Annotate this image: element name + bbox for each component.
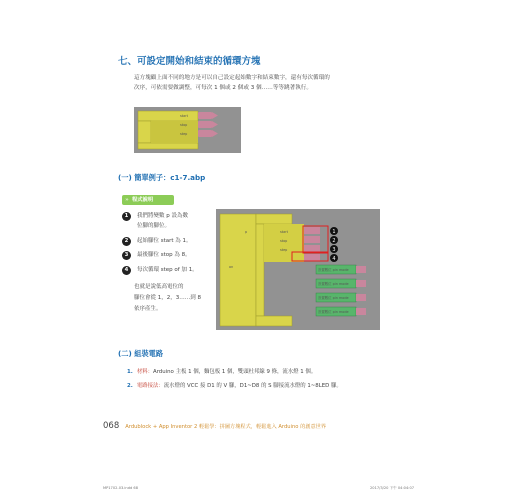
note-line: 依序產生。	[134, 306, 162, 312]
step-text: 每次循環 step of 加 1。	[137, 267, 198, 273]
item-number: 2.	[127, 383, 133, 389]
print-slug-right: 2017/3/20 下午 04:04:07	[370, 486, 415, 490]
label-p: p	[245, 230, 248, 234]
step-text: 位腳的腳位。	[137, 223, 171, 229]
note-line: 腳位會從 1，2，3……到 8	[134, 295, 201, 301]
svg-text:設置數位 pin mode: 設置數位 pin mode	[318, 282, 349, 286]
note-line: 也就是說低高電位的	[134, 284, 184, 290]
svg-text:2: 2	[332, 238, 336, 244]
item-number: 1.	[127, 369, 133, 375]
step-item	[122, 212, 222, 221]
item-label: 電路接法：	[136, 383, 164, 389]
assembly-item	[127, 367, 316, 375]
label-on: on	[229, 265, 234, 269]
section-title: 七、可設定開始和結束的循環方塊	[118, 56, 261, 67]
book-title: Ardublock + App Inventor 2 輕鬆學：拼圖方塊程式，輕鬆進入 Arduino 的創意世界	[125, 424, 327, 430]
step-item	[122, 251, 222, 260]
svg-text:3: 3	[332, 247, 336, 253]
label-stop: stop	[280, 239, 288, 243]
digital-output-block	[316, 293, 366, 302]
loop-block-screenshot	[134, 107, 241, 153]
callout-4	[330, 254, 338, 262]
svg-text:設置數位 pin mode: 設置數位 pin mode	[318, 268, 349, 272]
step-number: 2	[122, 237, 131, 246]
item-label: 材料：	[136, 369, 153, 375]
step-text: 最後腳位 stop 為 8。	[137, 252, 191, 258]
label-step: step	[180, 132, 188, 136]
label-start: start	[180, 114, 188, 118]
assembly-item	[127, 381, 342, 389]
double-chevron-icon: »	[125, 197, 129, 203]
item-text: Arduino 主板 1 個，麵包板 1 個，雙頭杜邦線 9 條，流水燈 1 個。	[153, 369, 317, 375]
svg-text:4: 4	[332, 256, 336, 262]
step-item	[122, 237, 222, 246]
program-block-diagram	[216, 209, 380, 330]
digital-output-block	[316, 265, 366, 274]
step-item	[122, 266, 222, 275]
step-number: 4	[122, 266, 131, 275]
note-paragraph	[134, 282, 216, 315]
program-explanation-badge	[122, 195, 174, 205]
svg-text:設置數位 pin mode: 設置數位 pin mode	[318, 296, 349, 300]
example-title: (一) 簡單例子：c1-7.abp	[118, 173, 206, 182]
callout-2	[330, 236, 338, 244]
program-block-screenshot	[216, 209, 380, 330]
step-text: 我們將變數 p 設為數	[137, 213, 188, 219]
digital-output-block	[316, 279, 366, 288]
intro-line: 次序，可依需要做調整，可每次 1 個或 2 個或 3 個……等等跳著執行。	[134, 85, 312, 91]
step-number: 1	[122, 212, 131, 221]
callout-1	[330, 227, 338, 235]
svg-text:1: 1	[332, 229, 336, 235]
badge-label: 程式說明	[132, 197, 154, 203]
loop-block-diagram	[134, 107, 241, 153]
callout-3	[330, 245, 338, 253]
step-number: 3	[122, 251, 131, 260]
intro-line: 這方塊顧上面不同的地方是可以自己設定起始數字和結束數字，還有每次循環的	[134, 75, 330, 81]
page-footer	[103, 421, 326, 431]
step-text: 起始腳位 start 為 1。	[137, 238, 192, 244]
digital-output-block	[316, 307, 366, 316]
label-step: step	[280, 248, 288, 252]
item-text: 流水燈的 VCC 接 D1 的 V 腳，D1~D8 的 S 腳接流水燈的 1~8LED 腳。	[163, 383, 342, 389]
print-slug-left: MP1702-03.indd 68	[103, 486, 138, 490]
label-stop: stop	[180, 123, 188, 127]
page-number: 068	[103, 421, 120, 431]
intro-paragraph	[134, 73, 396, 93]
assembly-title: (二) 組裝電路	[118, 349, 164, 358]
svg-text:設置數位 pin mode: 設置數位 pin mode	[318, 310, 349, 314]
label-start: start	[280, 230, 288, 234]
